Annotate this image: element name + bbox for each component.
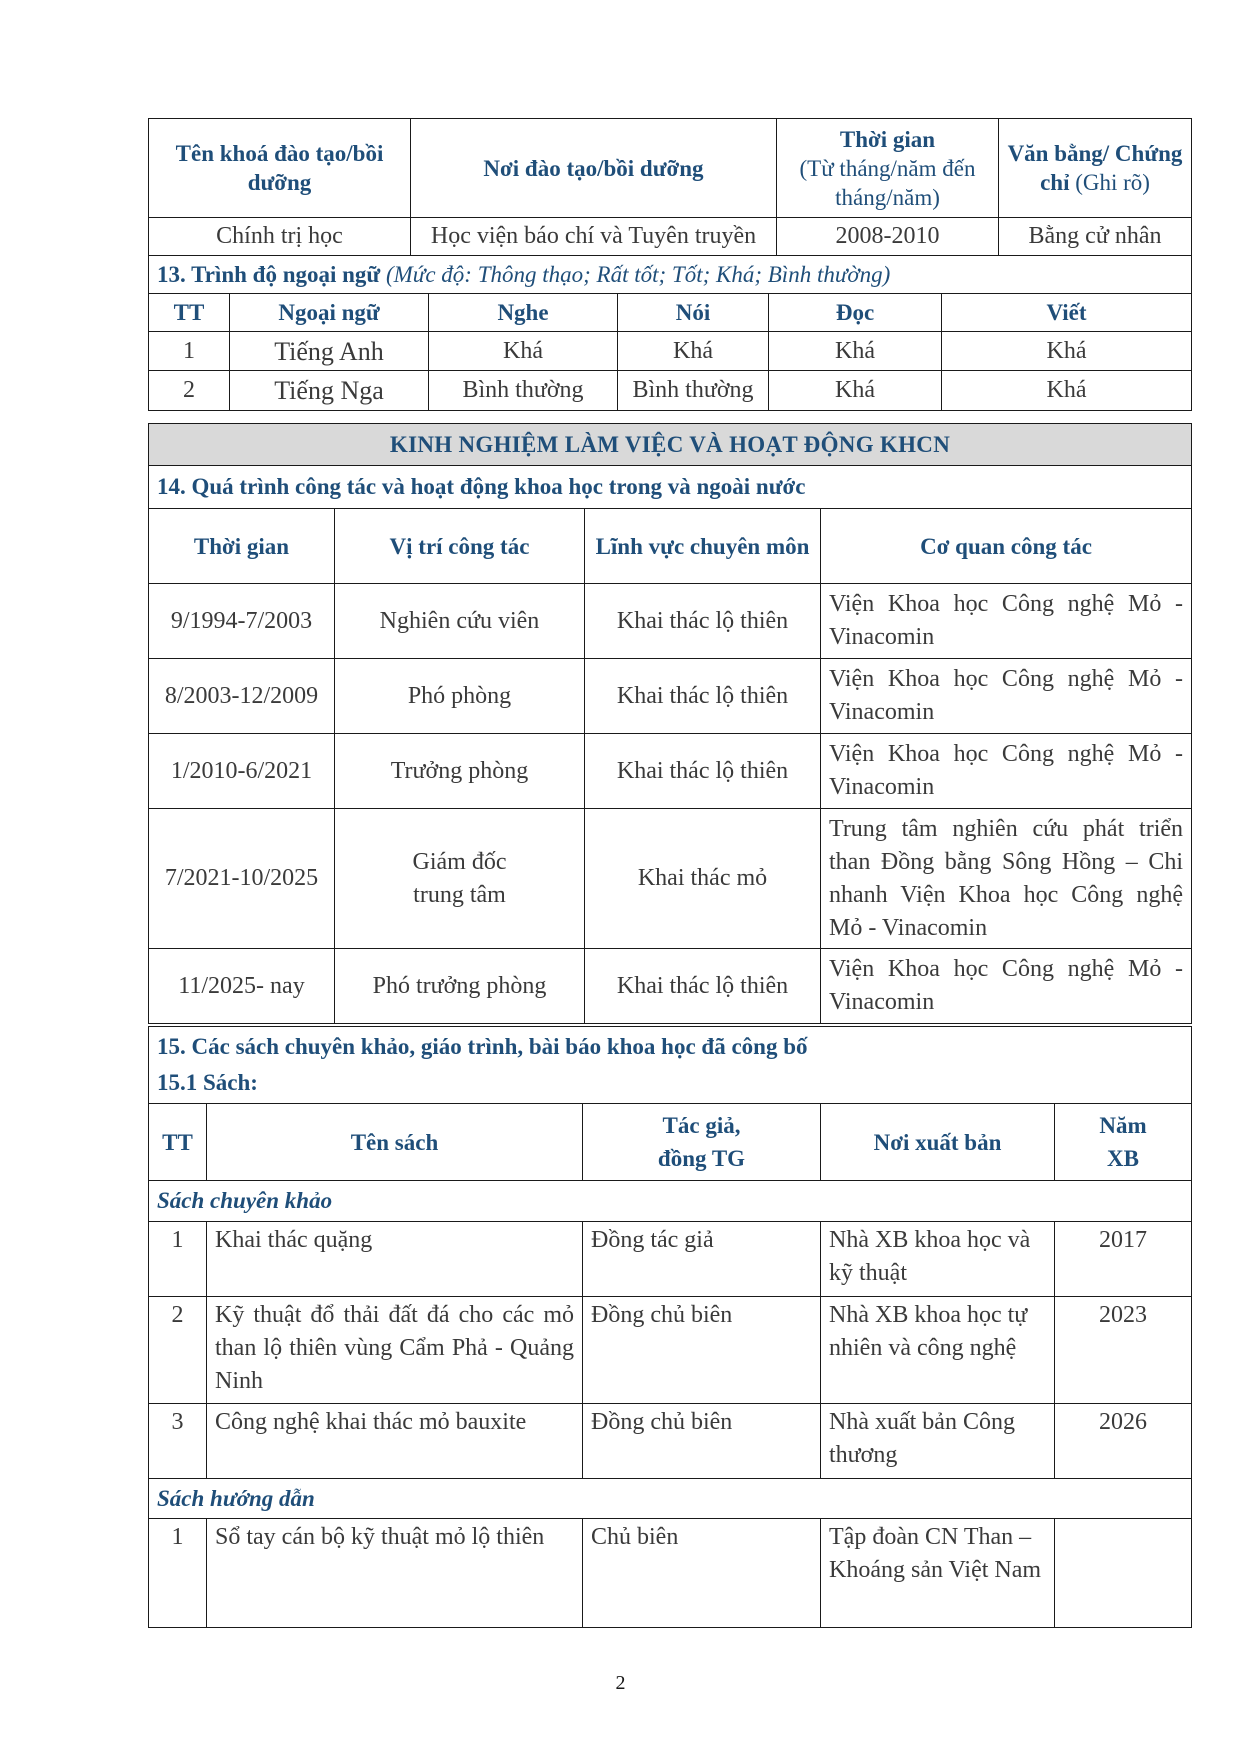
exp-cell: Viện Khoa học Công nghệ Mỏ - Vinacomin [821, 734, 1192, 809]
exp-cell: Phó trưởng phòng [335, 949, 585, 1024]
table-row [149, 949, 1192, 1024]
exp-cell: Khai thác mỏ [585, 809, 821, 949]
book-cell [1055, 1519, 1192, 1628]
table-row [149, 332, 1192, 371]
exp-cell: Giám đốc trung tâm [335, 809, 585, 949]
training-header-degree: Văn bằng/ Chứng chỉ (Ghi rõ) [999, 119, 1192, 218]
exp-cell: 1/2010-6/2021 [149, 734, 335, 809]
experience-table [148, 423, 1192, 1024]
exp-cell: 7/2021-10/2025 [149, 809, 335, 949]
table-row [149, 659, 1192, 734]
books-table [148, 1026, 1192, 1628]
book-cell: Khai thác quặng [207, 1222, 583, 1297]
table-row [149, 1404, 1192, 1479]
training-header-course: Tên khoá đào tạo/bồi dưỡng [149, 119, 411, 218]
lang-header: Nói [618, 294, 769, 332]
book-cell: Đồng chủ biên [583, 1404, 821, 1479]
book-header: Nơi xuất bản [821, 1104, 1055, 1181]
table-row [149, 371, 1192, 411]
lang-cell: 1 [149, 332, 230, 371]
book-cell: 1 [149, 1519, 207, 1628]
exp-cell: 11/2025- nay [149, 949, 335, 1024]
table-row [149, 1297, 1192, 1404]
exp-cell: Trưởng phòng [335, 734, 585, 809]
book-cell: 2017 [1055, 1222, 1192, 1297]
experience-band: KINH NGHIỆM LÀM VIỆC VÀ HOẠT ĐỘNG KHCN [149, 424, 1192, 466]
lang-cell: Khá [618, 332, 769, 371]
book-cell: Nhà XB khoa học tự nhiên và công nghệ [821, 1297, 1055, 1404]
book-header: Năm XB [1055, 1104, 1192, 1181]
training-cell: Bằng cử nhân [999, 218, 1192, 256]
book-cell: Đồng tác giả [583, 1222, 821, 1297]
training-cell: Chính trị học [149, 218, 411, 256]
lang-cell: 2 [149, 371, 230, 411]
exp-cell: 9/1994-7/2003 [149, 584, 335, 659]
lang-cell: Tiếng Nga [230, 371, 429, 411]
lang-cell: Khá [942, 371, 1192, 411]
section-13-title: 13. Trình độ ngoại ngữ (Mức độ: Thông thạo; Rất tốt; Tốt; Khá; Bình thường) [149, 256, 1192, 294]
book-cell: 2023 [1055, 1297, 1192, 1404]
exp-cell: Khai thác lộ thiên [585, 734, 821, 809]
language-table [148, 255, 1192, 411]
book-cell: 2 [149, 1297, 207, 1404]
book-cell: 2026 [1055, 1404, 1192, 1479]
book-cell: Tập đoàn CN Than – Khoáng sản Việt Nam [821, 1519, 1055, 1628]
group-guides: Sách hướng dẫn [149, 1479, 1192, 1519]
exp-cell: Trung tâm nghiên cứu phát triển than Đồng bằng Sông Hồng – Chi nhanh Viện Khoa học Công nghệ Mỏ - Vinacomin [821, 809, 1192, 949]
lang-header: Viết [942, 294, 1192, 332]
exp-cell: Khai thác lộ thiên [585, 659, 821, 734]
exp-cell: Khai thác lộ thiên [585, 949, 821, 1024]
group-monographs: Sách chuyên khảo [149, 1181, 1192, 1222]
section-14-title: 14. Quá trình công tác và hoạt động khoa học trong và ngoài nước [149, 466, 1192, 509]
lang-cell: Khá [769, 371, 942, 411]
book-cell: Nhà xuất bản Công thương [821, 1404, 1055, 1479]
lang-cell: Khá [769, 332, 942, 371]
lang-cell: Khá [429, 332, 618, 371]
lang-cell: Bình thường [618, 371, 769, 411]
exp-cell: Khai thác lộ thiên [585, 584, 821, 659]
lang-header: Đọc [769, 294, 942, 332]
exp-cell: Phó phòng [335, 659, 585, 734]
table-row [149, 1222, 1192, 1297]
book-header: TT [149, 1104, 207, 1181]
lang-header: Ngoại ngữ [230, 294, 429, 332]
training-cell: 2008-2010 [777, 218, 999, 256]
training-header-place: Nơi đào tạo/bồi dưỡng [411, 119, 777, 218]
table-row [149, 734, 1192, 809]
lang-cell: Khá [942, 332, 1192, 371]
exp-header: Cơ quan công tác [821, 509, 1192, 584]
exp-header: Vị trí công tác [335, 509, 585, 584]
section-15-title: 15. Các sách chuyên khảo, giáo trình, bài báo khoa học đã công bố 15.1 Sách: [149, 1027, 1192, 1104]
book-cell: Sổ tay cán bộ kỹ thuật mỏ lộ thiên [207, 1519, 583, 1628]
table-row [149, 1519, 1192, 1628]
table-row [149, 584, 1192, 659]
book-cell: 1 [149, 1222, 207, 1297]
book-header: Tên sách [207, 1104, 583, 1181]
exp-cell: Nghiên cứu viên [335, 584, 585, 659]
book-header: Tác giả, đồng TG [583, 1104, 821, 1181]
exp-cell: Viện Khoa học Công nghệ Mỏ - Vinacomin [821, 584, 1192, 659]
exp-header: Thời gian [149, 509, 335, 584]
lang-header: TT [149, 294, 230, 332]
training-cell: Học viện báo chí và Tuyên truyền [411, 218, 777, 256]
table-row [149, 809, 1192, 949]
exp-cell: Viện Khoa học Công nghệ Mỏ - Vinacomin [821, 949, 1192, 1024]
training-table [148, 118, 1192, 256]
book-cell: Công nghệ khai thác mỏ bauxite [207, 1404, 583, 1479]
book-cell: Nhà XB khoa học và kỹ thuật [821, 1222, 1055, 1297]
exp-cell: 8/2003-12/2009 [149, 659, 335, 734]
book-cell: Đồng chủ biên [583, 1297, 821, 1404]
lang-cell: Tiếng Anh [230, 332, 429, 371]
lang-cell: Bình thường [429, 371, 618, 411]
page-number: 2 [615, 1672, 626, 1694]
exp-cell: Viện Khoa học Công nghệ Mỏ - Vinacomin [821, 659, 1192, 734]
lang-header: Nghe [429, 294, 618, 332]
book-cell: 3 [149, 1404, 207, 1479]
exp-header: Lĩnh vực chuyên môn [585, 509, 821, 584]
training-header-time: Thời gian (Từ tháng/năm đến tháng/năm) [777, 119, 999, 218]
book-cell: Chủ biên [583, 1519, 821, 1628]
book-cell: Kỹ thuật đổ thải đất đá cho các mỏ than lộ thiên vùng Cẩm Phả - Quảng Ninh [207, 1297, 583, 1404]
